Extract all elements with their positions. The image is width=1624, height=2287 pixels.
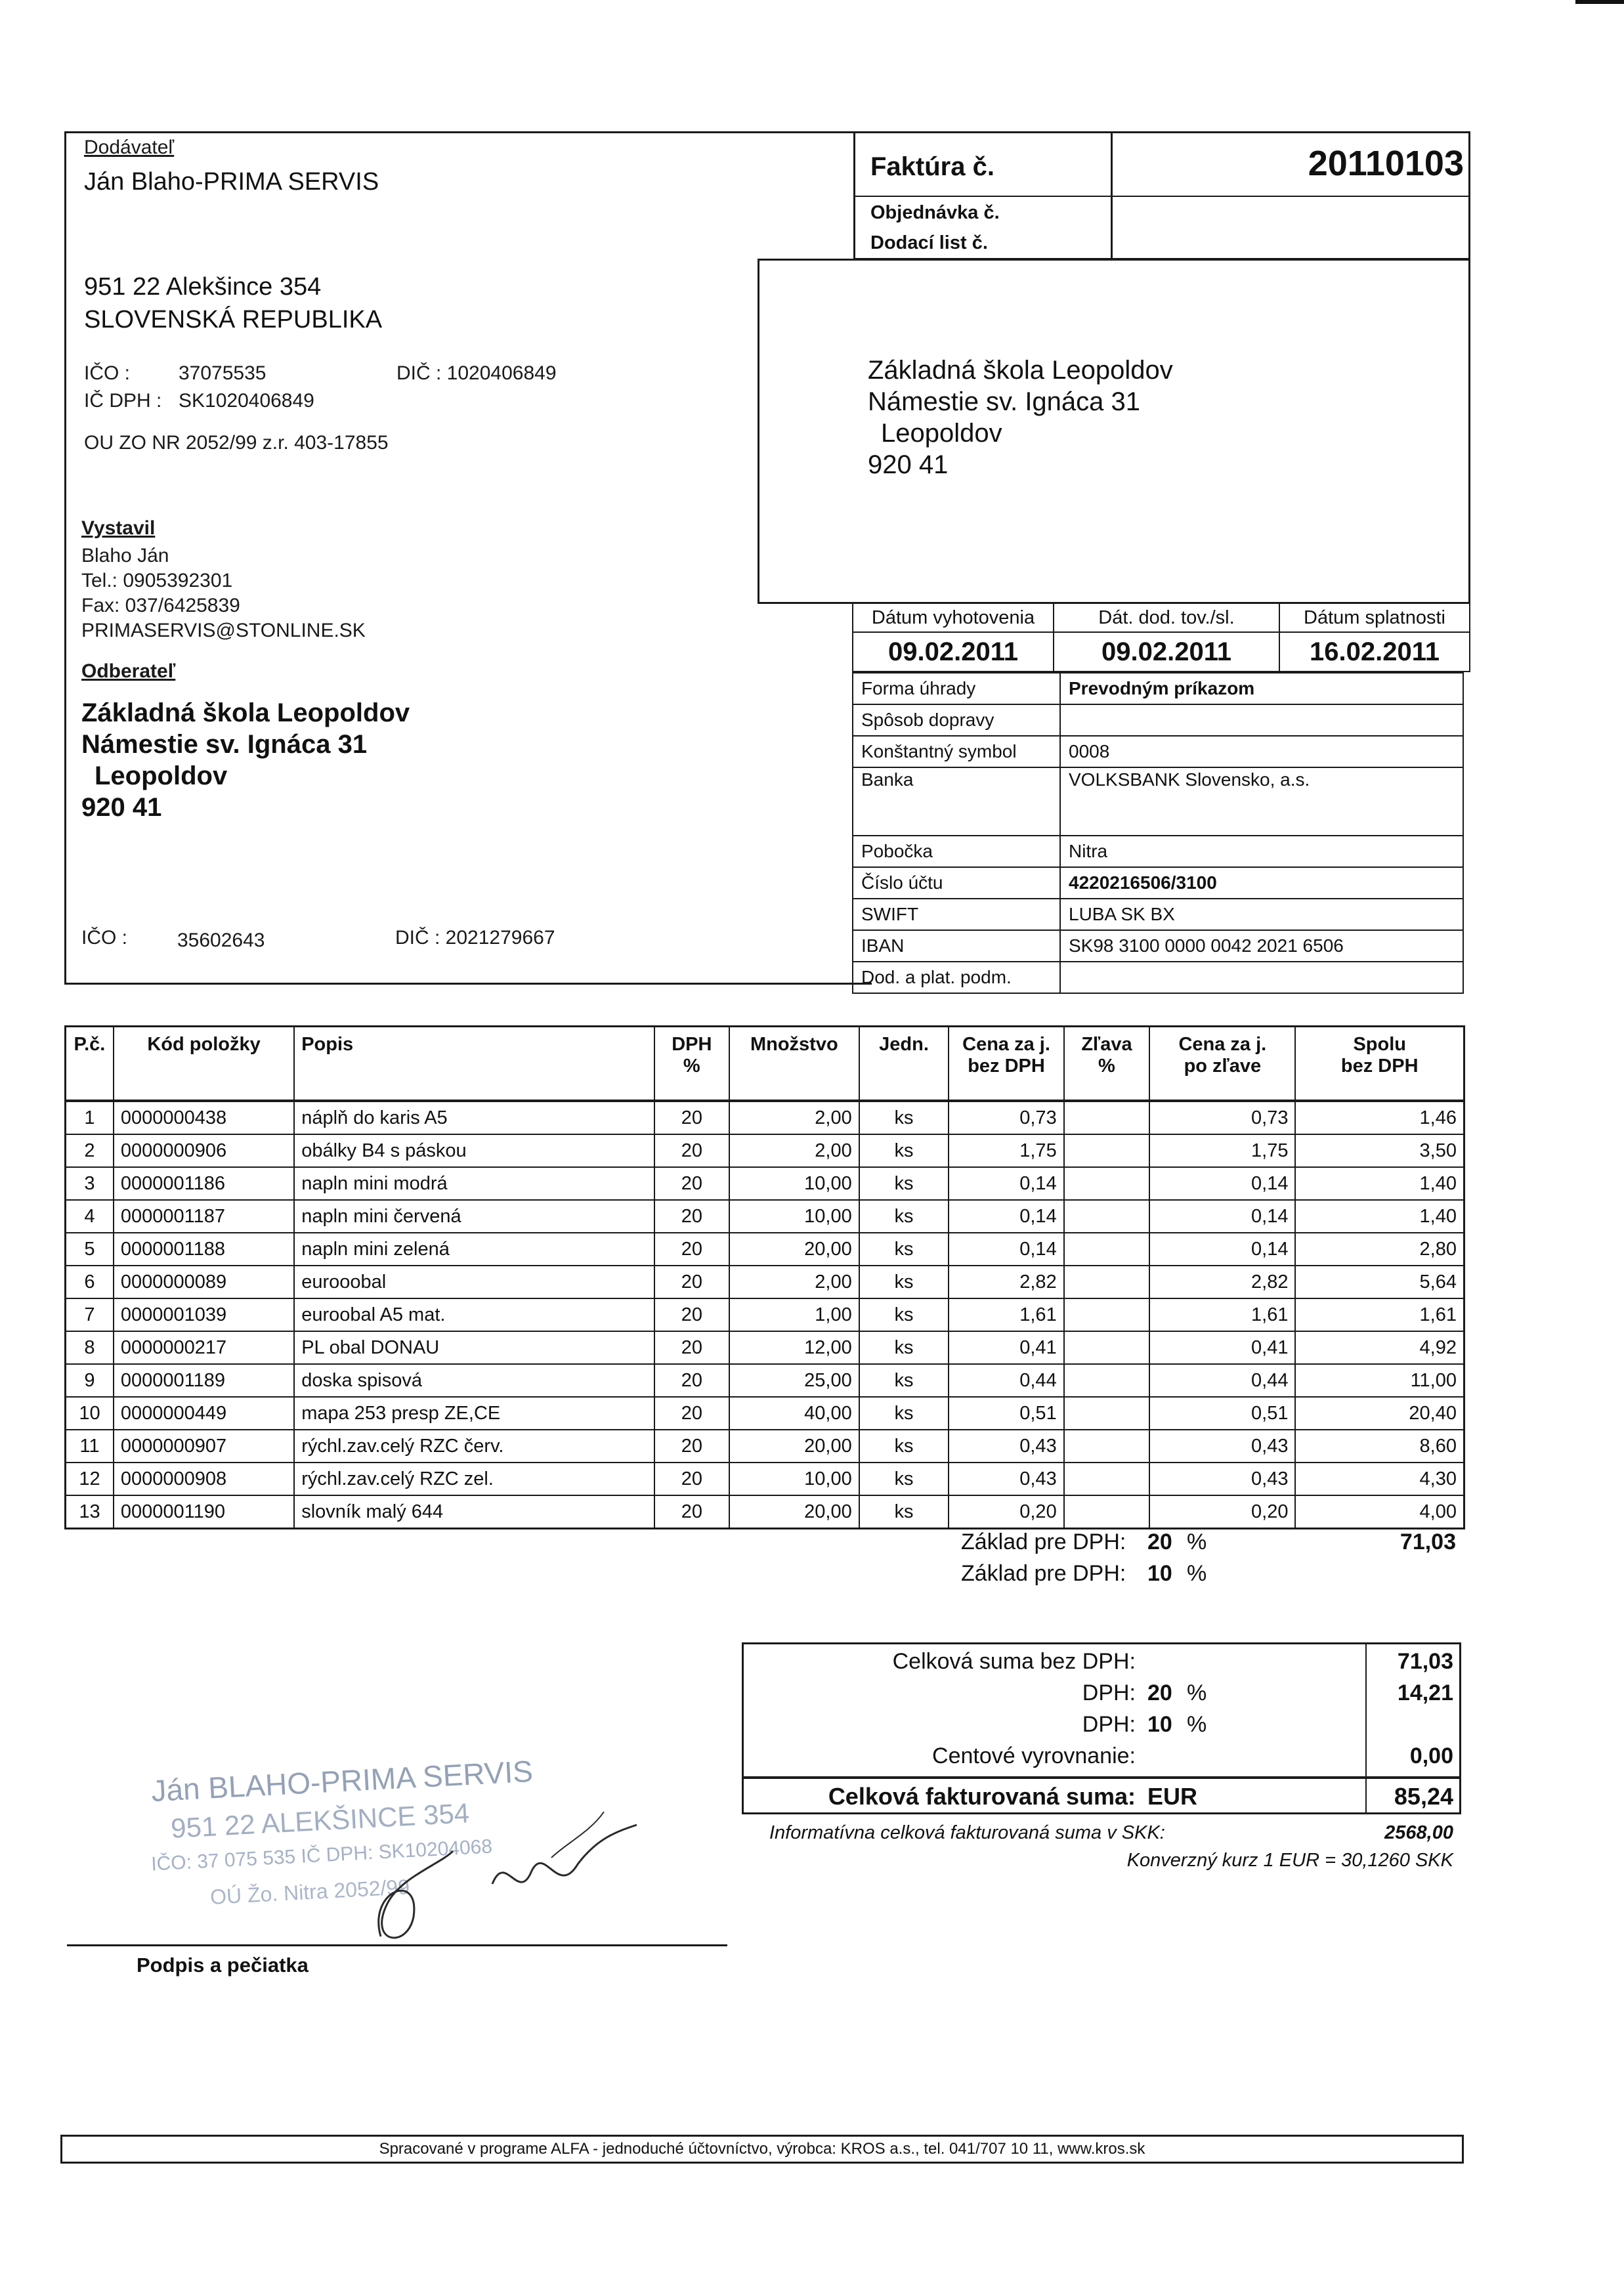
cell-pc: 6 [66,1266,114,1298]
rounding-value: 0,00 [1409,1743,1453,1768]
cell-vat: 20 [654,1364,729,1397]
cell-unit: ks [859,1167,949,1200]
skk-value: 2568,00 [1384,1822,1453,1843]
delivery-date-value: 09.02.2011 [1054,632,1279,672]
cell-desc: rýchl.zav.celý RZC zel. [294,1463,654,1495]
payment-row-value: Nitra [1060,836,1463,867]
recipient-box [758,259,1470,604]
recipient-city: Leopoldov [881,419,1002,448]
cell-unit: ks [859,1233,949,1266]
col-price [949,1027,1063,1101]
col-discount-line2: % [1098,1056,1115,1077]
col-pdisc-line1: Cena za j. [1178,1034,1267,1055]
cell-pc: 5 [66,1233,114,1266]
conversion-rate: Konverzný kurz 1 EUR = 30,1260 SKK [1126,1850,1453,1871]
cell-desc: euroobal A5 mat. [294,1298,654,1331]
cell-disc [1064,1134,1150,1167]
cell-code: 0000000906 [114,1134,294,1167]
table-row [66,1200,1464,1233]
col-price-line1: Cena za j. [962,1034,1050,1055]
payment-row [853,673,1463,704]
cell-desc: obálky B4 s páskou [294,1134,654,1167]
cell-pc: 11 [66,1430,114,1463]
col-qty: Množstvo [729,1027,859,1101]
footer-text: Spracované v programe ALFA - jednoduché účtovníctvo, výrobca: KROS a.s., tel. 041/707 10 11, www.kros.sk [379,2140,1145,2158]
issued-by-fax: Fax: 037/6425839 [81,595,240,616]
cell-unit: ks [859,1266,949,1298]
payment-row [853,899,1463,930]
rounding-label: Centové vyrovnanie: [932,1743,1136,1768]
cell-disc [1064,1233,1150,1266]
cell-qty: 1,00 [729,1298,859,1331]
items-table [64,1025,1465,1529]
cell-total: 3,50 [1295,1134,1464,1167]
payment-row-value [1060,704,1463,736]
grand-total-label: Celková fakturovaná suma: [828,1783,1136,1810]
cell-pdisc: 0,14 [1149,1167,1295,1200]
cell-disc [1064,1200,1150,1233]
payment-row-label: Dod. a plat. podm. [853,962,1060,993]
vat20-value: 14,21 [1397,1680,1453,1705]
vat-base-20-pct: % [1187,1529,1207,1554]
cell-code: 0000001188 [114,1233,294,1266]
customer-ico-label: IČO : [81,927,128,949]
cell-vat: 20 [654,1463,729,1495]
cell-code: 0000000908 [114,1463,294,1495]
footer-bar [60,2135,1464,2164]
cell-pc: 12 [66,1463,114,1495]
table-row [66,1430,1464,1463]
cell-code: 0000000217 [114,1331,294,1364]
payment-row-label: Spôsob dopravy [853,704,1060,736]
invoice-number: 20110103 [1308,144,1464,183]
cell-qty: 20,00 [729,1495,859,1529]
cell-code: 0000001039 [114,1298,294,1331]
cell-pc: 7 [66,1298,114,1331]
cell-unit: ks [859,1430,949,1463]
cell-desc: rýchl.zav.celý RZC červ. [294,1430,654,1463]
table-row [66,1463,1464,1495]
cell-price: 0,43 [949,1463,1063,1495]
cell-vat: 20 [654,1200,729,1233]
supplier-register: OU ZO NR 2052/99 z.r. 403-17855 [84,432,389,454]
vat20-pct: % [1187,1680,1207,1705]
issued-by-email: PRIMASERVIS@STONLINE.SK [81,620,366,641]
cell-total: 1,40 [1295,1167,1464,1200]
cell-vat: 20 [654,1430,729,1463]
col-pdisc-line2: po zľave [1184,1056,1262,1077]
payment-row-label: SWIFT [853,899,1060,930]
table-row [66,1167,1464,1200]
cell-pdisc: 0,43 [1149,1430,1295,1463]
recipient-name: Základná škola Leopoldov [868,356,1173,385]
customer-city: Leopoldov [95,761,228,790]
table-row [66,1101,1464,1134]
cell-unit: ks [859,1495,949,1529]
cell-qty: 10,00 [729,1167,859,1200]
cell-price: 0,41 [949,1331,1063,1364]
cell-qty: 2,00 [729,1101,859,1134]
table-row [66,1266,1464,1298]
cell-pdisc: 0,14 [1149,1200,1295,1233]
table-row [66,1397,1464,1430]
cell-pc: 8 [66,1331,114,1364]
table-row [66,1298,1464,1331]
cell-pc: 10 [66,1397,114,1430]
cell-disc [1064,1463,1150,1495]
cell-disc [1064,1364,1150,1397]
scan-corner-mark [1575,0,1624,4]
cell-pc: 4 [66,1200,114,1233]
total-without-vat-value: 71,03 [1397,1649,1453,1674]
cell-total: 4,30 [1295,1463,1464,1495]
cell-pc: 2 [66,1134,114,1167]
cell-pdisc: 0,20 [1149,1495,1295,1529]
payment-row [853,930,1463,962]
payment-row [853,836,1463,867]
supplier-panel [64,131,872,985]
cell-desc: slovník malý 644 [294,1495,654,1529]
cell-qty: 20,00 [729,1233,859,1266]
supplier-ico-label: IČO : [84,362,131,384]
col-vat [654,1027,729,1101]
vat10-label: DPH: [1082,1712,1136,1737]
col-discount-line1: Zľava [1081,1034,1132,1055]
customer-ico-value: 35602643 [177,930,265,951]
cell-total: 20,40 [1295,1397,1464,1430]
cell-code: 0000001186 [114,1167,294,1200]
cell-code: 0000000907 [114,1430,294,1463]
cell-pdisc: 0,51 [1149,1397,1295,1430]
cell-qty: 10,00 [729,1463,859,1495]
cell-qty: 25,00 [729,1364,859,1397]
payment-row [853,962,1463,993]
cell-qty: 2,00 [729,1134,859,1167]
payment-row-value: SK98 3100 0000 0042 2021 6506 [1060,930,1463,962]
signature [341,1772,656,1969]
stamp-line1: Ján BLAHO-PRIMA SERVIS [150,1753,534,1808]
cell-disc [1064,1298,1150,1331]
table-row [66,1331,1464,1364]
cell-total: 11,00 [1295,1364,1464,1397]
cell-qty: 20,00 [729,1430,859,1463]
table-row [66,1134,1464,1167]
cell-disc [1064,1430,1150,1463]
issued-by-tel: Tel.: 0905392301 [81,570,233,591]
supplier-label: Dodávateľ [84,137,175,158]
cell-pc: 9 [66,1364,114,1397]
cell-unit: ks [859,1397,949,1430]
cell-price: 1,61 [949,1298,1063,1331]
cell-price: 1,75 [949,1134,1063,1167]
cell-unit: ks [859,1298,949,1331]
due-date-label: Dátum splatnosti [1279,603,1470,632]
supplier-dic: DIČ : 1020406849 [396,362,557,384]
cell-disc [1064,1331,1150,1364]
col-discount [1064,1027,1150,1101]
stamp-line2: 951 22 ALEKŠINCE 354 [170,1797,471,1844]
cell-vat: 20 [654,1134,729,1167]
payment-row-label: Konštantný symbol [853,736,1060,767]
cell-disc [1064,1167,1150,1200]
col-vat-line1: DPH [672,1034,712,1055]
stamp-line4: OÚ Žo. Nitra 2052/99 [209,1875,410,1909]
grand-total-value: 85,24 [1394,1783,1453,1810]
cell-pdisc: 0,14 [1149,1233,1295,1266]
cell-disc [1064,1101,1150,1134]
cell-code: 0000001189 [114,1364,294,1397]
cell-code: 0000001190 [114,1495,294,1529]
cell-vat: 20 [654,1101,729,1134]
col-total-line2: bez DPH [1340,1056,1419,1077]
col-vat-line2: % [683,1056,700,1077]
vat-base-10-rate: 10 [1147,1561,1172,1586]
order-label: Objednávka č. [870,202,1000,223]
supplier-icdph-value: SK1020406849 [179,390,314,412]
cell-total: 4,92 [1295,1331,1464,1364]
vat10-rate: 10 [1147,1712,1172,1737]
col-total-line1: Spolu [1353,1034,1406,1055]
cell-qty: 40,00 [729,1397,859,1430]
vat-base-20-rate: 20 [1147,1529,1172,1554]
cell-total: 1,61 [1295,1298,1464,1331]
payment-row-label: Pobočka [853,836,1060,867]
payment-info-table [852,672,1464,994]
stamp-line3: IČO: 37 075 535 IČ DPH: SK10204068 [150,1835,493,1875]
payment-row-value: LUBA SK BX [1060,899,1463,930]
payment-row [853,767,1463,836]
cell-pc: 13 [66,1495,114,1529]
cell-pdisc: 2,82 [1149,1266,1295,1298]
vat-base-20-value: 71,03 [1400,1529,1456,1554]
vat20-rate: 20 [1147,1680,1172,1705]
supplier-ico-value: 37075535 [179,362,267,384]
cell-vat: 20 [654,1233,729,1266]
cell-code: 0000001187 [114,1200,294,1233]
vat-base-10-pct: % [1187,1561,1207,1586]
cell-pdisc: 0,73 [1149,1101,1295,1134]
invoice-title: Faktúra č. [870,152,994,181]
cell-unit: ks [859,1101,949,1134]
supplier-address-line1: 951 22 Alekšince 354 [84,273,322,301]
cell-price: 0,44 [949,1364,1063,1397]
supplier-icdph-label: IČ DPH : [84,390,162,412]
table-row [66,1495,1464,1529]
cell-desc: mapa 253 presp ZE,CE [294,1397,654,1430]
cell-total: 1,46 [1295,1101,1464,1134]
cell-total: 2,80 [1295,1233,1464,1266]
customer-dic: DIČ : 2021279667 [395,927,555,949]
issue-date-label: Dátum vyhotovenia [853,603,1054,632]
cell-desc: náplň do karis A5 [294,1101,654,1134]
vat-base-20-label: Základ pre DPH: [961,1529,1126,1554]
col-total [1295,1027,1464,1101]
payment-row-label: Forma úhrady [853,673,1060,704]
supplier-name: Ján Blaho-PRIMA SERVIS [84,168,379,196]
delivery-note-label: Dodací list č. [870,232,988,253]
recipient-street: Námestie sv. Ignáca 31 [868,387,1141,416]
cell-pdisc: 0,41 [1149,1331,1295,1364]
cell-desc: napln mini modrá [294,1167,654,1200]
vat-base-10-label: Základ pre DPH: [961,1561,1126,1586]
cell-unit: ks [859,1200,949,1233]
payment-row-value: VOLKSBANK Slovensko, a.s. [1060,767,1463,836]
vat20-label: DPH: [1082,1680,1136,1705]
payment-row-value: Prevodným príkazom [1060,673,1463,704]
cell-pdisc: 0,43 [1149,1463,1295,1495]
col-code: Kód položky [114,1027,294,1101]
skk-label: Informatívna celková fakturovaná suma v SKK: [769,1822,1165,1843]
payment-row [853,867,1463,899]
grand-total-currency: EUR [1147,1783,1198,1810]
cell-unit: ks [859,1331,949,1364]
recipient-zip: 920 41 [868,450,949,479]
cell-price: 0,14 [949,1200,1063,1233]
cell-total: 8,60 [1295,1430,1464,1463]
issued-by-name: Blaho Ján [81,545,169,566]
col-price-line2: bez DPH [968,1056,1045,1077]
cell-pdisc: 0,44 [1149,1364,1295,1397]
due-date-value: 16.02.2011 [1279,632,1470,672]
cell-price: 0,14 [949,1233,1063,1266]
cell-pc: 1 [66,1101,114,1134]
cell-vat: 20 [654,1167,729,1200]
cell-total: 4,00 [1295,1495,1464,1529]
cell-unit: ks [859,1463,949,1495]
col-desc: Popis [294,1027,654,1101]
payment-row [853,736,1463,767]
cell-pdisc: 1,75 [1149,1134,1295,1167]
cell-vat: 20 [654,1495,729,1529]
cell-qty: 2,00 [729,1266,859,1298]
customer-street: Námestie sv. Ignáca 31 [81,730,368,759]
payment-row-value: 4220216506/3100 [1060,867,1463,899]
cell-desc: PL obal DONAU [294,1331,654,1364]
table-row [66,1364,1464,1397]
cell-unit: ks [859,1364,949,1397]
cell-price: 0,51 [949,1397,1063,1430]
col-price-after-discount [1149,1027,1295,1101]
payment-row-label: Banka [853,767,1060,836]
cell-total: 5,64 [1295,1266,1464,1298]
total-without-vat-label: Celková suma bez DPH: [892,1649,1136,1674]
cell-price: 0,20 [949,1495,1063,1529]
signature-label: Podpis a pečiatka [137,1954,309,1977]
supplier-address-line2: SLOVENSKÁ REPUBLIKA [84,306,383,333]
cell-disc [1064,1266,1150,1298]
payment-row-label: Číslo účtu [853,867,1060,899]
cell-code: 0000000438 [114,1101,294,1134]
cell-disc [1064,1495,1150,1529]
cell-code: 0000000089 [114,1266,294,1298]
cell-pdisc: 1,61 [1149,1298,1295,1331]
col-pc: P.č. [66,1027,114,1101]
customer-name: Základná škola Leopoldov [81,698,410,727]
customer-zip: 920 41 [81,793,162,822]
payment-row-value [1060,962,1463,993]
cell-pc: 3 [66,1167,114,1200]
payment-row [853,704,1463,736]
cell-price: 2,82 [949,1266,1063,1298]
cell-price: 0,43 [949,1430,1063,1463]
col-unit: Jedn. [859,1027,949,1101]
issue-date-value: 09.02.2011 [853,632,1054,672]
cell-total: 1,40 [1295,1200,1464,1233]
cell-qty: 10,00 [729,1200,859,1233]
customer-label: Odberateľ [81,660,176,682]
cell-vat: 20 [654,1266,729,1298]
cell-desc: doska spisová [294,1364,654,1397]
cell-vat: 20 [654,1298,729,1331]
cell-price: 0,14 [949,1167,1063,1200]
signature-line [67,1944,727,1946]
vat10-pct: % [1187,1712,1207,1737]
cell-code: 0000000449 [114,1397,294,1430]
cell-desc: eurooobal [294,1266,654,1298]
issued-by-label: Vystavil [81,517,156,539]
cell-price: 0,73 [949,1101,1063,1134]
cell-unit: ks [859,1134,949,1167]
cell-vat: 20 [654,1397,729,1430]
cell-desc: napln mini zelená [294,1233,654,1266]
cell-qty: 12,00 [729,1331,859,1364]
table-row [66,1233,1464,1266]
cell-desc: napln mini červená [294,1200,654,1233]
cell-disc [1064,1397,1150,1430]
cell-vat: 20 [654,1331,729,1364]
delivery-date-label: Dát. dod. tov./sl. [1054,603,1279,632]
payment-row-label: IBAN [853,930,1060,962]
dates-table [852,603,1470,672]
payment-row-value: 0008 [1060,736,1463,767]
